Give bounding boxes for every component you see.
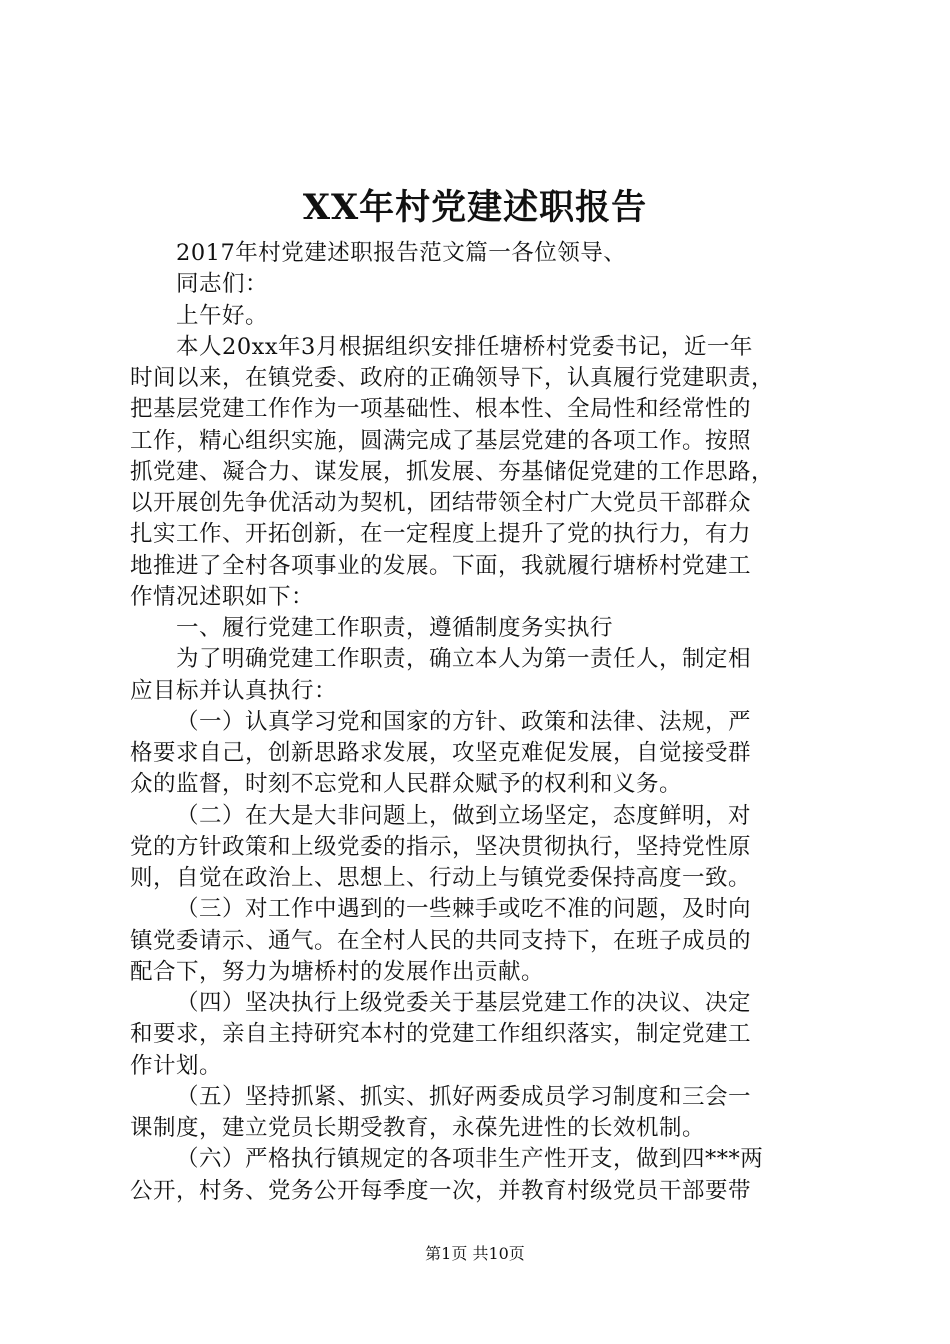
body-text-line: 则，自觉在政治上、思想上、行动上与镇党委保持高度一致。 (130, 865, 752, 891)
body-text-line: 抓党建、凝合力、谋发展，抓发展、夯基储促党建的工作思路， (130, 458, 775, 485)
body-text-line: 时间以来，在镇党委、政府的正确领导下，认真履行党建职责， (130, 365, 775, 391)
body-text-line: 课制度，建立党员长期受教育，永葆先进性的长效机制。 (130, 1115, 706, 1141)
page-footer: 第1页 共10页 (425, 1244, 525, 1263)
body-text-line: 配合下，努力为塘桥村的发展作出贡献。 (130, 958, 545, 985)
body-text-line: 镇党委请示、通气。在全村人民的共同支持下，在班子成员的 (130, 927, 752, 954)
document-body (130, 238, 830, 1207)
body-text-line: 众的监督，时刻不忘党和人民群众赋予的权利和义务。 (130, 771, 683, 798)
body-text-line: （五）坚持抓紧、抓实、抓好两委成员学习制度和三会一 (176, 1083, 752, 1110)
body-text-line: 格要求自己，创新思路求发展，攻坚克难促发展，自觉接受群 (130, 740, 752, 766)
body-text-line: 应目标并认真执行： (130, 677, 338, 704)
body-text-line: 把基层党建工作作为一项基础性、根本性、全局性和经常性的 (130, 396, 752, 423)
body-text-line: 一、履行党建工作职责，遵循制度务实执行 (176, 615, 614, 641)
body-text-line: 党的方针政策和上级党委的指示，坚决贯彻执行，坚持党性原 (130, 833, 752, 860)
body-text-line: 地推进了全村各项事业的发展。下面，我就履行塘桥村党建工 (130, 552, 752, 579)
body-text-line: 作计划。 (130, 1052, 223, 1079)
body-text-line: （四）坚决执行上级党委关于基层党建工作的决议、决定 (176, 990, 752, 1016)
body-text-line: （六）严格执行镇规定的各项非生产性开支，做到四***两 (176, 1146, 764, 1173)
body-text-line: （二）在大是大非问题上，做到立场坚定，态度鲜明，对 (176, 802, 752, 829)
body-text-line: 工作，精心组织实施，圆满完成了基层党建的各项工作。按照 (130, 427, 752, 454)
body-text-line: （三）对工作中遇到的一些棘手或吃不准的问题，及时向 (176, 896, 752, 923)
document-title: XX年村党建述职报告 (302, 187, 648, 228)
body-text-line: 本人20xx年3月根据组织安排任塘桥村党委书记，近一年 (176, 333, 753, 360)
body-text-line: 公开，村务、党务公开每季度一次，并教育村级党员干部要带 (130, 1177, 752, 1204)
body-text-line: 作情况述职如下： (130, 583, 315, 610)
body-text-line: 上午好。 (176, 302, 269, 329)
body-text-line: 为了明确党建工作职责，确立本人为第一责任人，制定相 (176, 646, 752, 673)
body-text-line: 和要求，亲自主持研究本村的党建工作组织落实，制定党建工 (130, 1021, 752, 1048)
body-text-line: 以开展创先争优活动为契机，团结带领全村广大党员干部群众 (130, 490, 752, 516)
body-text-line: 同志们： (176, 271, 269, 298)
body-text-line: 扎实工作、开拓创新，在一定程度上提升了党的执行力，有力 (130, 521, 752, 548)
body-text-line: （一）认真学习党和国家的方针、政策和法律、法规，严 (176, 708, 752, 735)
body-text-line: 2017年村党建述职报告范文篇一各位领导、 (176, 240, 627, 266)
